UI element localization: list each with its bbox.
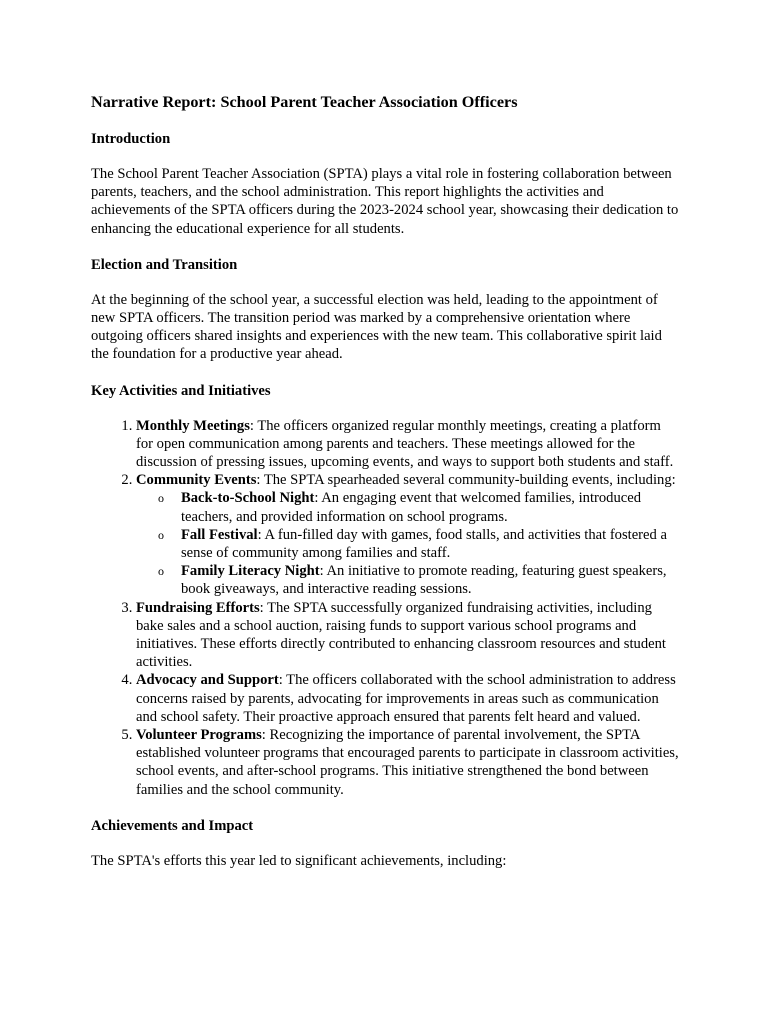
- sub-list-item-text: : An initiative to promote reading, featuring guest speakers, book giveaways, and interactive reading sessions.: [181, 563, 667, 598]
- document-page: [91, 92, 681, 888]
- list-item-title: Volunteer Programs: [136, 727, 262, 744]
- list-item: [136, 671, 681, 726]
- list-item: [136, 417, 681, 472]
- sub-list-item-title: Family Literacy Night: [181, 563, 320, 580]
- bullet-marker: o: [158, 527, 164, 542]
- achievements-heading: Achievements and Impact: [91, 817, 254, 834]
- list-item: [136, 471, 681, 598]
- sub-list-item: [158, 489, 681, 525]
- introduction-paragraph: The School Parent Teacher Association (SPTA) plays a vital role in fostering collaboration between parents, teachers, and the school administration. This report highlights the activities and achievements of the SPTA officers during the 2023-2024 school year, showcasing their dedication to enhancing the educational experience for all students.: [91, 166, 679, 237]
- list-item-text: : The officers organized regular monthly meetings, creating a platform for open communication among parents and teachers. These meetings allowed for the discussion of pressing issues, upcoming events, and ways to support both students and staff.: [136, 417, 674, 471]
- document-title: Narrative Report: School Parent Teacher Association Officers: [91, 93, 518, 111]
- sub-list-item: [158, 526, 681, 562]
- list-item-title: Advocacy and Support: [136, 672, 279, 689]
- election-heading: Election and Transition: [91, 256, 238, 273]
- activities-heading: Key Activities and Initiatives: [91, 382, 271, 399]
- community-events-list: [136, 489, 681, 598]
- list-item-text: : Recognizing the importance of parental involvement, the SPTA established volunteer programs that encouraged parents to participate in classroom activities, school events, and after-school programs. This initiative strengthened the bond between families and the school community.: [136, 727, 679, 798]
- sub-list-item-title: Fall Festival: [181, 526, 258, 543]
- list-item-title: Monthly Meetings: [136, 417, 250, 434]
- list-item: [136, 726, 681, 799]
- election-paragraph: At the beginning of the school year, a successful election was held, leading to the appointment of new SPTA officers. The transition period was marked by a comprehensive orientation where outgoing officers shared insights and experiences with the new team. This collaborative spirit laid the foundation for a productive year ahead.: [91, 291, 662, 363]
- bullet-marker: o: [158, 491, 164, 506]
- activities-list: [91, 417, 681, 799]
- list-item: [136, 599, 681, 672]
- list-item-title: Fundraising Efforts: [136, 599, 260, 616]
- list-item-text: : The officers collaborated with the school administration to address concerns raised by parents, advocating for improvements in areas such as communication and school safety. Their proactive approach ensured that parents felt heard and valued.: [136, 672, 676, 725]
- sub-list-item-text: : A fun-filled day with games, food stalls, and activities that fostered a sense of community among families and staff.: [181, 526, 667, 562]
- list-item-text: : The SPTA successfully organized fundraising activities, including bake sales and a school auction, raising funds to support various school programs and initiatives. These efforts directly contributed to enhancing classroom resources and student activities.: [136, 599, 666, 671]
- achievements-paragraph: The SPTA's efforts this year led to significant achievements, including:: [91, 852, 507, 869]
- list-item-title: Community Events: [136, 472, 257, 489]
- sub-list-item-text: : An engaging event that welcomed families, introduced teachers, and provided information on school programs.: [181, 490, 642, 525]
- introduction-heading: Introduction: [91, 131, 171, 147]
- bullet-marker: o: [158, 564, 164, 579]
- sub-list-item: [158, 562, 681, 598]
- sub-list-item-title: Back-to-School Night: [181, 490, 315, 507]
- list-item-text: : The SPTA spearheaded several community-building events, including:: [256, 472, 676, 489]
